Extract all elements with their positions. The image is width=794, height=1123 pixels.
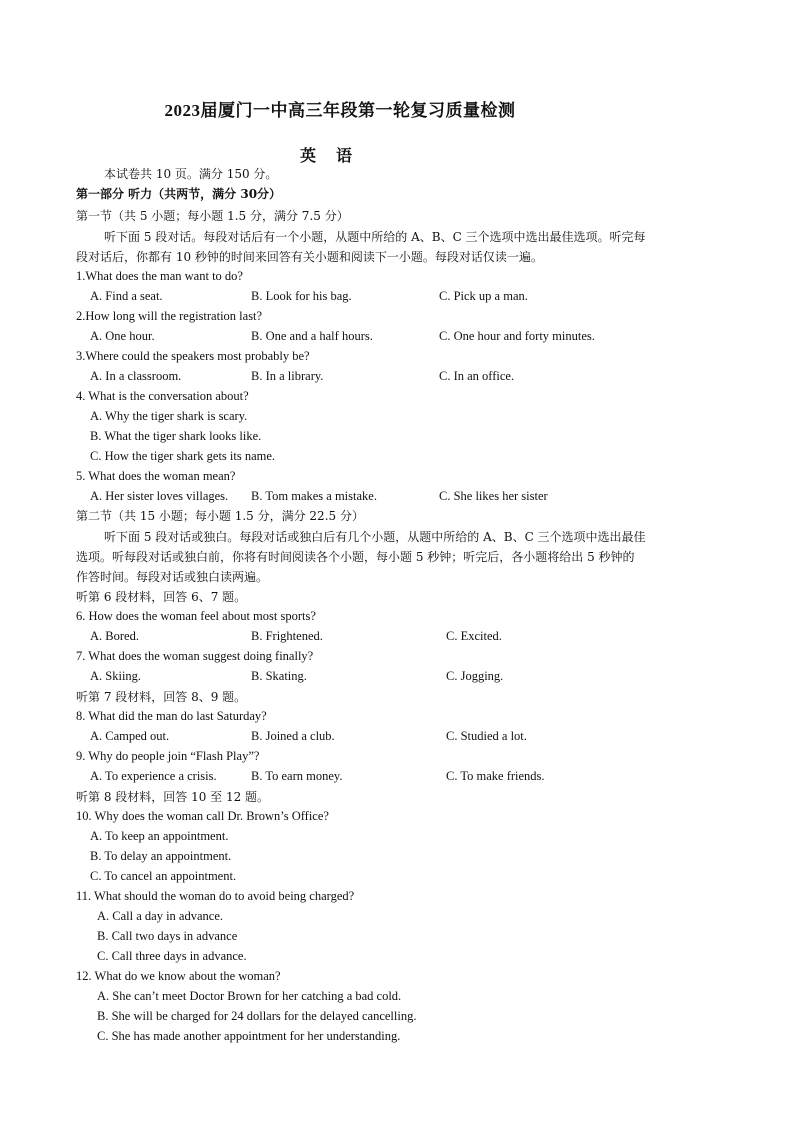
option-a: A. Why the tiger shark is scary. (90, 409, 248, 423)
option-a: A. Call a day in advance. (97, 909, 223, 923)
question-stem: 12. What do we know about the woman? (76, 969, 281, 983)
question-stem: 2.How long will the registration last? (76, 309, 263, 323)
option-c: C. Excited. (446, 629, 502, 643)
question-stem: 4. What is the conversation about? (76, 389, 249, 403)
question-stem: 9. Why do people join “Flash Play”? (76, 749, 260, 763)
option-a: A. Camped out. (90, 729, 170, 743)
option-c: C. To cancel an appointment. (90, 869, 237, 883)
exam-intro: 本试卷共 10 页。满分 150 分。 (104, 167, 278, 181)
question-stem: 10. Why does the woman call Dr. Brown’s Office? (76, 809, 329, 823)
material-8-note: 听第 8 段材料，回答 10 至 12 题。 (76, 790, 270, 804)
section2-instruction-line3: 作答时间。每段对话或独白读两遍。 (76, 570, 269, 584)
option-c: C. Jogging. (446, 669, 504, 683)
option-a: A. In a classroom. (90, 369, 182, 383)
part1-heading: 第一部分 听力（共两节，满分 30分） (76, 187, 282, 201)
option-c: C. How the tiger shark gets its name. (90, 449, 276, 463)
option-c: C. To make friends. (446, 769, 545, 783)
section1-instruction-line2: 段对话后，你都有 10 秒钟的时间来回答有关小题和阅读下一小题。每段对话仅读一遍。 (76, 250, 543, 264)
exam-title: 2023届厦门一中高三年段第一轮复习质量检测 (164, 101, 516, 120)
question-stem: 5. What does the woman mean? (76, 469, 236, 483)
option-b: B. Call two days in advance (97, 929, 238, 943)
option-b: B. To earn money. (251, 769, 343, 783)
section2-instruction-line1: 听下面 5 段对话或独白。每段对话或独白后有几个小题，从题中所给的 A、B、C 三个选项中选出最佳 (104, 530, 646, 544)
question-stem: 6. How does the woman feel about most sports? (76, 609, 316, 623)
question-stem: 7. What does the woman suggest doing finally? (76, 649, 314, 663)
option-c: C. One hour and forty minutes. (439, 329, 595, 343)
option-b: B. Frightened. (251, 629, 323, 643)
question-stem: 3.Where could the speakers most probably be? (76, 349, 310, 363)
option-b: B. One and a half hours. (251, 329, 373, 343)
option-b: B. Skating. (251, 669, 307, 683)
option-b: B. Look for his bag. (251, 289, 352, 303)
section1-heading: 第一节（共 5 小题；每小题 1.5 分，满分 7.5 分） (76, 209, 349, 223)
option-c: C. In an office. (439, 369, 515, 383)
option-b: B. Tom makes a mistake. (251, 489, 377, 503)
option-a: A. One hour. (90, 329, 155, 343)
section1-instruction-line1: 听下面 5 段对话。每段对话后有一个小题，从题中所给的 A、B、C 三个选项中选出最佳选项。听完每 (104, 230, 646, 244)
option-c: C. Pick up a man. (439, 289, 528, 303)
option-c: C. Call three days in advance. (97, 949, 247, 963)
option-a: A. Skiing. (90, 669, 142, 683)
option-c: C. She likes her sister (439, 489, 548, 503)
option-a: A. To experience a crisis. (90, 769, 217, 783)
option-b: B. Joined a club. (251, 729, 335, 743)
section2-heading: 第二节（共 15 小题；每小题 1.5 分，满分 22.5 分） (76, 509, 364, 523)
option-a: A. To keep an appointment. (90, 829, 229, 843)
option-a: A. Her sister loves villages. (90, 489, 229, 503)
question-stem: 11. What should the woman do to avoid being charged? (76, 889, 355, 903)
material-7-note: 听第 7 段材料，回答 8、9 题。 (76, 690, 247, 704)
option-c: C. Studied a lot. (446, 729, 527, 743)
option-b: B. She will be charged for 24 dollars for the delayed cancelling. (97, 1009, 417, 1023)
option-a: A. Bored. (90, 629, 139, 643)
option-a: A. She can’t meet Doctor Brown for her catching a bad cold. (97, 989, 402, 1003)
option-b: B. To delay an appointment. (90, 849, 232, 863)
option-c: C. She has made another appointment for her understanding. (97, 1029, 401, 1043)
question-stem: 1.What does the man want to do? (76, 269, 243, 283)
option-a: A. Find a seat. (90, 289, 163, 303)
section2-instruction-line2: 选项。听每段对话或独白前，你将有时间阅读各个小题，每小题 5 秒钟；听完后，各小题将给出 5 秒钟的 (76, 550, 635, 564)
material-6-note: 听第 6 段材料，回答 6、7 题。 (76, 590, 247, 604)
option-b: B. What the tiger shark looks like. (90, 429, 262, 443)
question-stem: 8. What did the man do last Saturday? (76, 709, 267, 723)
subject-title: 英 语 (299, 148, 360, 165)
option-b: B. In a library. (251, 369, 324, 383)
